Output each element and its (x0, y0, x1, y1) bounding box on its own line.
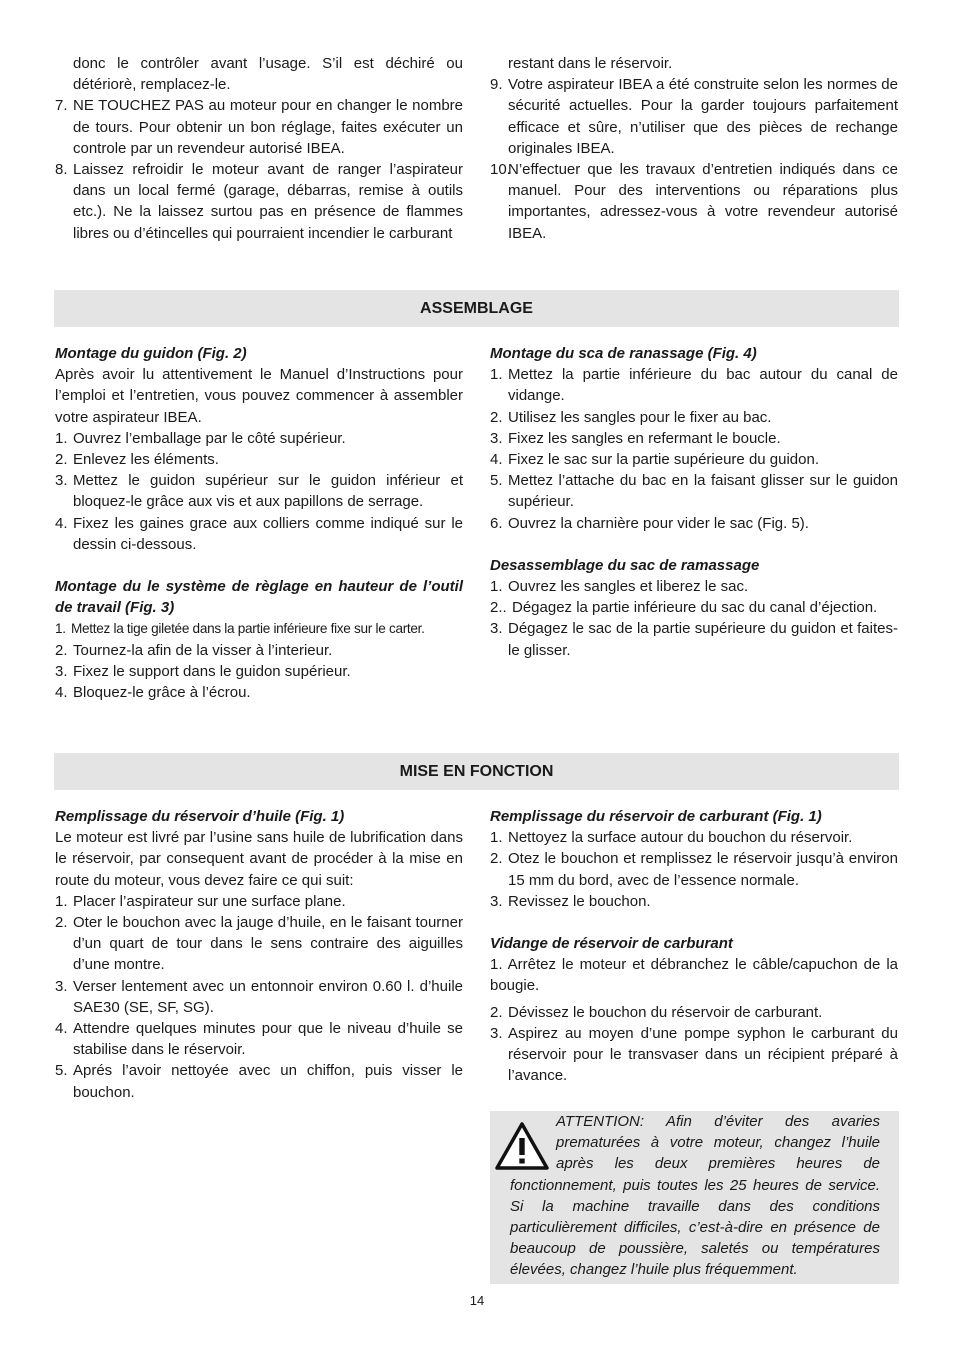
list-item (55, 618, 463, 639)
assemblage-left-column (55, 343, 463, 703)
list-item (490, 1002, 898, 1023)
item-text: Dégagez le sac de la partie supérieure du guidon et faites-le glisser. (508, 620, 898, 659)
item-number: 1. (490, 366, 503, 384)
item-number: 2. (490, 408, 503, 426)
item-text: Fixez le sac sur la partie supérieure du guidon. (508, 451, 820, 469)
item-text: Tournez-la afin de la visser à l’interieur. (73, 641, 333, 659)
continued-paragraph: donc le contrôler avant l’usage. S’il est déchiré ou détériorè, remplacez-le. (73, 55, 463, 94)
item-number: 3. (490, 620, 503, 638)
warning-text: ATTENTION: Afin d’éviter des avaries prematurées à votre moteur, changez l’huile après les deux premières heures de fonctionnement, puis toutes les 25 heures de service. Si la machine travaille dans des conditions particulièrement difficiles, c’est-à-dire en présence de beaucoup de poussière, saletés ou températures élevées, changez l’huile plus fréquemment. (510, 1113, 880, 1279)
assemblage-right-column (490, 343, 898, 661)
list-item (490, 597, 898, 618)
item-text: Bloquez-le grâce à l’écrou. (73, 684, 251, 702)
item-text: Mettez la tige giletée dans la partie inférieure fixe sur le carter. (71, 621, 425, 637)
list-item (55, 470, 463, 512)
list-item (55, 1060, 463, 1102)
item-number: 2.. (490, 599, 507, 617)
item-number: 3. (490, 429, 503, 447)
item-number: 5. (490, 472, 503, 490)
item-text: Attendre quelques minutes pour que le niveau d’huile se stabilise dans le réservoir. (73, 1020, 463, 1059)
item-number: 2. (55, 451, 68, 469)
list-item (490, 1023, 898, 1087)
continued-paragraph: restant dans le réservoir. (508, 55, 673, 72)
item-text: Aspirez au moyen d’une pompe syphon le carburant du réservoir pour le transvaser dans un récipient préparé à l’avance. (508, 1024, 898, 1085)
item-number: 10. (490, 161, 511, 179)
item-text: Revissez le bouchon. (508, 892, 651, 910)
item-number: 2. (490, 850, 503, 868)
page-number: 14 (469, 1293, 485, 1308)
list-item (55, 159, 463, 244)
list-item (55, 682, 463, 703)
list-item (490, 364, 898, 406)
item-number: 3. (55, 472, 68, 490)
list-item (55, 449, 463, 470)
item-number: 5. (55, 1062, 68, 1080)
item-text: Dégagez la partie inférieure du sac du canal d’éjection. (512, 599, 878, 617)
list-item (490, 470, 898, 512)
list-item (490, 74, 898, 159)
top-right-column (490, 53, 898, 244)
mise-en-fonction-left-column (55, 806, 463, 1103)
list-item (55, 912, 463, 976)
item-text: Utilisez les sangles pour le fixer au bac. (508, 408, 772, 426)
list-item (490, 513, 898, 534)
list-item (55, 976, 463, 1018)
item-number: 2. (55, 914, 68, 932)
list-item (55, 661, 463, 682)
list-item (490, 891, 898, 912)
item-text: Fixez le support dans le guidon supérieur. (73, 662, 351, 680)
subsection-heading: Remplissage du réservoir d’huile (Fig. 1) (55, 808, 345, 825)
list-item (490, 618, 898, 660)
item-number: 4. (490, 451, 503, 469)
list-item (55, 513, 463, 555)
item-number: 4. (55, 1020, 68, 1038)
item-text: Verser lentement avec un entonnoir environ 0.60 l. d’huile SAE30 (SE, SF, SG). (73, 977, 463, 1016)
subsection-heading: Montage du sca de ranassage (Fig. 4) (490, 345, 757, 362)
list-item (490, 428, 898, 449)
item-text: Mettez l’attache du bac en la faisant glisser sur le guidon supérieur. (508, 472, 898, 511)
item-text: Nettoyez la surface autour du bouchon du réservoir. (508, 829, 853, 847)
list-item (490, 827, 898, 848)
item-number: 3. (490, 1024, 503, 1042)
list-item (55, 640, 463, 661)
list-item (490, 576, 898, 597)
list-item (55, 1018, 463, 1060)
subsection-heading: Desassemblage du sac de ramassage (490, 556, 760, 574)
subsection-heading: Vidange de réservoir de carburant (490, 935, 733, 953)
list-item (490, 449, 898, 470)
item-text: Aprés l’avoir nettoyée avec un chiffon, puis visser le bouchon. (73, 1062, 463, 1101)
item-text: Laissez refroidir le moteur avant de ranger l’aspirateur dans un local fermé (garage, débarras, remise à outils etc.). Ne la laissez surtou pas en présence de flammes libres ou d’étincelles qui pourraient incendier le carburant (73, 161, 463, 242)
item-number: 1. (490, 578, 503, 596)
list-item (490, 407, 898, 428)
mise-en-fonction-right-column (490, 806, 898, 1086)
paragraph: 1. Arrêtez le moteur et débranchez le câble/capuchon de la bougie. (490, 956, 898, 995)
item-text: Placer l’aspirateur sur une surface plane. (73, 892, 346, 910)
list-item (490, 159, 898, 244)
item-number: 4. (55, 514, 68, 532)
item-number: 1. (55, 429, 68, 447)
item-text: Otez le bouchon et remplissez le réservoir jusqu’à environ 15 mm du bord, avec de l’essence normale. (508, 850, 898, 889)
subsection-heading: Montage du le système de règlage en hauteur de l’outil de travail (Fig. 3) (55, 578, 463, 617)
item-number: 1. (490, 829, 503, 847)
item-number: 1. (55, 621, 66, 637)
item-text: NE TOUCHEZ PAS au moteur pour en changer le nombre de tours. Pour obtenir un bon réglage, faites exécuter un controle par un revendeur autorisé IBEA. (73, 97, 463, 157)
subsection-heading: Remplissage du réservoir de carburant (Fig. 1) (490, 808, 822, 825)
list-item (55, 891, 463, 912)
item-text: Dévissez le bouchon du réservoir de carburant. (508, 1003, 823, 1021)
item-number: 3. (490, 892, 503, 910)
list-item (490, 848, 898, 890)
item-number: 6. (490, 514, 503, 532)
subsection-heading: Montage du guidon (Fig. 2) (55, 345, 247, 362)
item-text: Fixez les gaines grace aux colliers comme indiqué sur le dessin ci-dessous. (73, 514, 463, 553)
item-text: Ouvrez l’emballage par le côté supérieur. (73, 429, 346, 447)
list-item (55, 428, 463, 449)
item-number: 2. (490, 1003, 503, 1021)
item-number: 3. (55, 662, 68, 680)
item-text: Oter le bouchon avec la jauge d’huile, en le faisant tourner d’un quart de tour dans le sens contraire des aiguilles d’une montre. (73, 914, 463, 974)
item-text: Ouvrez les sangles et liberez le sac. (508, 578, 749, 596)
item-text: Votre aspirateur IBEA a été construite selon les normes de sécurité actuelles. Pour la garder toujours parfaitement efficace et sûre, n’utiliser que des pièces de rechange originales IBEA. (508, 76, 898, 157)
section-header-mise-en-fonction: MISE EN FONCTION (54, 753, 899, 790)
item-number: 8. (55, 161, 68, 179)
item-number: 1. (55, 892, 68, 910)
top-left-column (55, 53, 463, 244)
paragraph: Après avoir lu attentivement le Manuel d’Instructions pour l’emploi et l’entretien, vous pouvez commencer à assembler votre aspirateur IBEA. (55, 366, 463, 426)
item-number: 2. (55, 641, 68, 659)
item-number: 9. (490, 76, 503, 94)
item-number: 7. (55, 97, 68, 115)
item-number: 3. (55, 977, 68, 995)
item-text: Mettez la partie inférieure du bac autour du canal de vidange. (508, 366, 898, 405)
item-text: Ouvrez la charnière pour vider le sac (Fig. 5). (508, 514, 809, 532)
warning-box (490, 1111, 899, 1284)
paragraph: Le moteur est livré par l’usine sans huile de lubrification dans le réservoir, par consequent avant de procéder à la mise en route du moteur, vous devez faire ce qui suit: (55, 829, 463, 889)
list-item (55, 95, 463, 159)
item-text: Mettez le guidon supérieur sur le guidon inférieur et bloquez-le grâce aux vis et aux papillons de serrage. (73, 472, 463, 511)
item-text: Enlevez les éléments. (73, 451, 219, 469)
section-header-assemblage: ASSEMBLAGE (54, 290, 899, 327)
item-text: Fixez les sangles en refermant le boucle. (508, 429, 781, 447)
item-number: 4. (55, 684, 68, 702)
item-text: N’effectuer que les travaux d’entretien indiqués dans ce manuel. Pour des interventions ou réparations plus importantes, adressez-vous à votre revendeur autorisé IBEA. (508, 161, 898, 242)
